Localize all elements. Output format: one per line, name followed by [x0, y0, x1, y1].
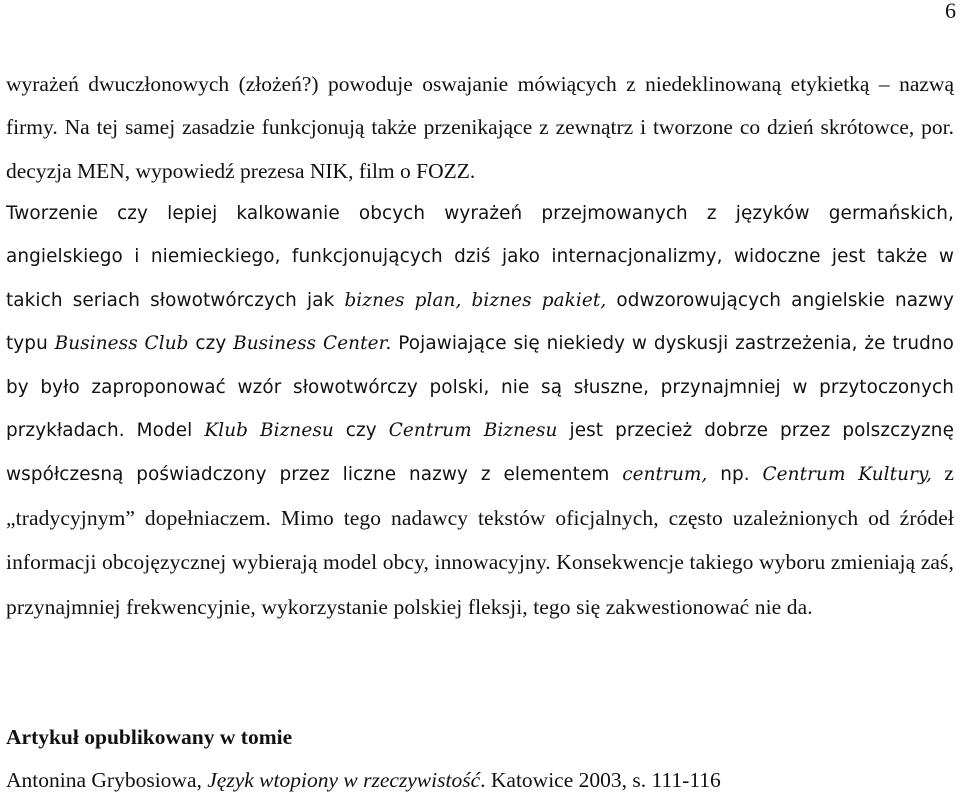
paragraph-2-italic: Klub Biznesu — [204, 420, 334, 442]
citation-details: . Katowice 2003, s. 111-116 — [480, 768, 721, 792]
paragraph-1: wyrażeń dwuczłonowych (złożeń?) powoduje oswajanie mówiących z niedeklinowaną etykietką – nazwą firmy. Na tej samej zasadzie funkcjonują także przenikające z zewnątrz i tworzone co dzień skrótowce, por. decyzja MEN, wypowiedź prezesa NIK, film o FOZZ. — [6, 72, 954, 183]
paragraph-2-italic: biznes plan, biznes pakiet, — [344, 289, 607, 311]
paragraph-2-italic: Business Club — [54, 333, 189, 355]
paragraph-2-text: Tworzenie czy lepiej kalkowanie obcych wyrażeń przejmowanych z języków germańskich, angielskiego i niemieckiego, funkcjonujących dziś jako internacjonalizmy, widoczne jest także w takich seriach słowotwórczych jak — [6, 203, 954, 311]
paragraph-2-italic: centrum, — [622, 464, 708, 486]
paragraph-2-text: Pojawiające się niekiedy w dyskusji zastrzeżenia, że trudno by było zaproponować wzór słowotwórczy polski, nie są słuszne, przynajmniej w przytoczonych przykładach. Model — [6, 333, 954, 442]
citation-author: Antonina Grybosiowa, — [6, 768, 208, 792]
page-number: 6 — [945, 0, 956, 23]
paragraph-2-text: czy — [333, 420, 389, 442]
paragraph-2-text: czy — [188, 333, 234, 355]
paragraph-2-text: jest przecież dobrze przez polszczyznę współczesną poświadczony przez liczne nazwy z elementem — [6, 420, 954, 486]
paragraph-2-italic: Business Center. — [233, 333, 392, 355]
paragraph-2-text: np. — [707, 464, 763, 486]
paragraph-2-text: odwzorowujących angielskie nazwy typu — [6, 289, 955, 355]
paragraph-2-italic: Centrum Biznesu — [388, 420, 558, 442]
citation-title: Język wtopiony w rzeczywistość — [207, 768, 481, 792]
paragraph-2 — [6, 192, 954, 630]
paragraph-2-text: z „tradycyjnym” dopełniaczem. Mimo tego nadawcy tekstów oficjalnych, często uzależnionych od źródeł informacji obcojęzycznej wybierają model obcy, innowacyjny. Konsekwencje takiego wyboru zmieniają zaś, przynajmniej frekwencyjnie, wykorzystanie polskiej fleksji, tego się zakwestionować nie da. — [6, 461, 954, 619]
source-heading: Artykuł opublikowany w tomie — [6, 725, 293, 749]
citation — [6, 765, 721, 795]
paragraph-2-italic: Centrum Kultury, — [762, 464, 932, 486]
